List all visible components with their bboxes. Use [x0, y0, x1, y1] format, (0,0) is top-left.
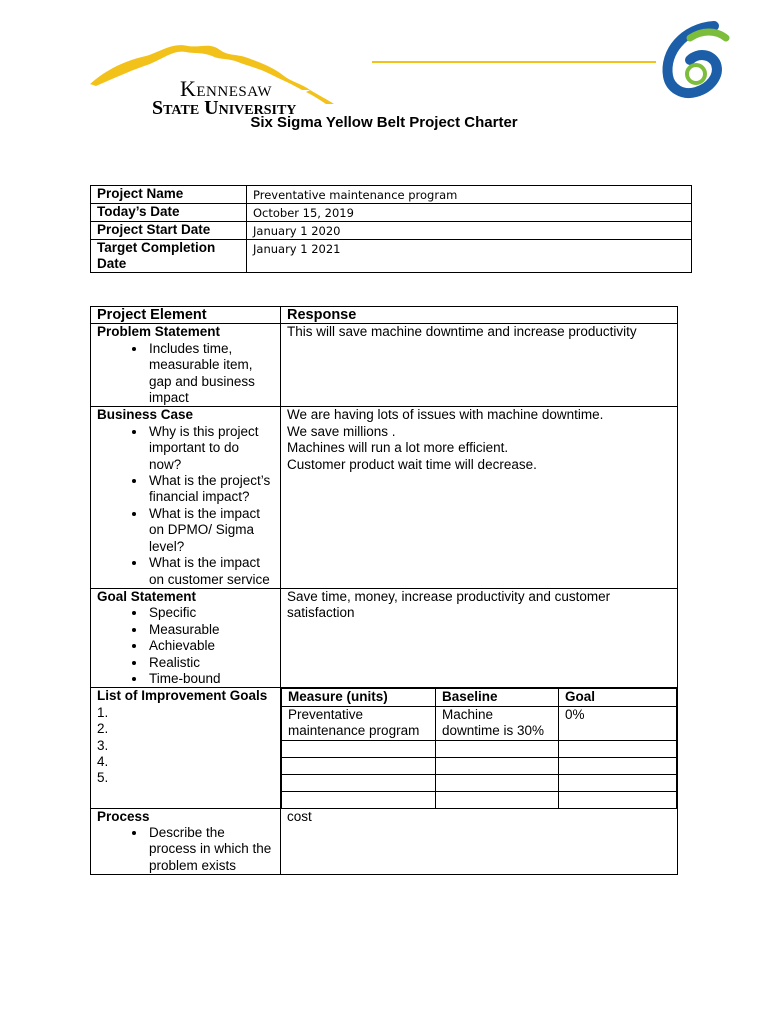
table-row — [91, 588, 678, 687]
measure-value: Preventative maintenance program — [282, 706, 436, 740]
table-row — [91, 808, 678, 875]
list-item: • Measurable — [147, 622, 274, 638]
list-item: • Why is this project important to do now? — [147, 424, 274, 473]
business-label: Business Case — [97, 407, 194, 423]
goal-cell — [91, 588, 281, 687]
logo-line1: Kennesaw — [180, 76, 273, 101]
improvement-grid-cell — [281, 688, 678, 808]
list-item: • What is the project’s financial impact? — [147, 473, 274, 506]
label-project-name: Project Name — [91, 186, 247, 204]
list-item: • Realistic — [147, 655, 274, 671]
table-row — [91, 222, 692, 240]
improvement-label: List of Improvement Goals — [97, 688, 268, 704]
business-response-line: Customer product wait time will decrease. — [287, 456, 537, 472]
page-title: Six Sigma Yellow Belt Project Charter — [250, 114, 518, 131]
list-item: 1. — [97, 704, 109, 720]
label-target-date: Target Completion Date — [91, 240, 247, 273]
business-cell — [91, 407, 281, 588]
table-row — [282, 774, 677, 791]
header-response: Response — [281, 307, 678, 324]
table-row — [282, 757, 677, 774]
six-sigma-logo-icon — [654, 18, 738, 102]
value-target-date: January 1 2021 — [247, 240, 692, 273]
table-row — [91, 324, 678, 407]
table-row — [91, 407, 678, 588]
goal-response: Save time, money, increase productivity and customer satisfaction — [281, 588, 678, 687]
process-label: Process — [97, 808, 150, 824]
baseline-value: Machine downtime is 30% — [436, 706, 559, 740]
value-start-date: January 1 2020 — [247, 222, 692, 240]
goal-value: 0% — [559, 706, 677, 740]
table-row — [282, 791, 677, 808]
value-todays-date: October 15, 2019 — [247, 204, 692, 222]
label-todays-date: Today’s Date — [91, 204, 247, 222]
table-row — [91, 186, 692, 204]
label-start-date: Project Start Date — [91, 222, 247, 240]
process-response: cost — [281, 808, 678, 875]
list-item: • What is the impact on DPMO/ Sigma level? — [147, 506, 274, 555]
list-item: 4. — [97, 753, 109, 769]
ksu-logo — [88, 38, 388, 120]
list-item: • Achievable — [147, 638, 274, 654]
value-project-name: Preventative maintenance program — [247, 186, 692, 204]
improvement-grid — [281, 688, 677, 807]
business-response-line: Machines will run a lot more efficient. — [287, 440, 509, 456]
table-header-row — [91, 307, 678, 324]
logo-line2: State University — [152, 97, 297, 119]
goal-label: Goal Statement — [97, 588, 197, 604]
business-response-line: We are having lots of issues with machine downtime. — [287, 407, 604, 423]
header-project-element: Project Element — [91, 307, 281, 324]
list-item: 2. — [97, 721, 109, 737]
charter-table — [90, 306, 678, 875]
problem-label: Problem Statement — [97, 324, 221, 340]
problem-response: This will save machine downtime and increase productivity — [281, 324, 678, 407]
list-item: • Specific — [147, 605, 274, 621]
list-item: • Time-bound — [147, 671, 274, 687]
header-divider — [372, 61, 656, 63]
table-row — [91, 688, 678, 808]
business-response — [281, 407, 678, 588]
table-row — [282, 740, 677, 757]
header-baseline: Baseline — [436, 689, 559, 706]
list-item: • Includes time, measurable item, gap and business impact — [147, 341, 274, 407]
list-item: 5. — [97, 770, 109, 786]
project-info-table — [90, 185, 692, 273]
process-cell — [91, 808, 281, 875]
list-item: • What is the impact on customer service — [147, 555, 274, 588]
list-item: • Describe the process in which the problem exists — [147, 825, 274, 874]
business-response-line: We save millions . — [287, 423, 396, 439]
table-row — [91, 240, 692, 273]
table-row — [91, 204, 692, 222]
improvement-cell — [91, 688, 281, 808]
header-measure: Measure (units) — [282, 689, 436, 706]
header-goal: Goal — [559, 689, 677, 706]
list-item: 3. — [97, 737, 109, 753]
problem-cell — [91, 324, 281, 407]
